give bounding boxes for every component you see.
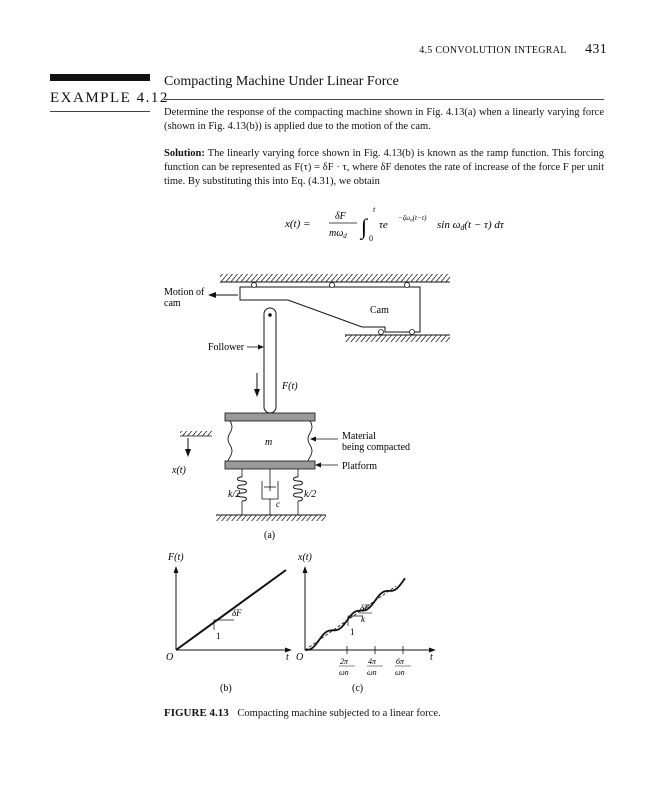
roller-icon (410, 330, 415, 335)
eq-exponent: $-\zeta\omega_n(t-\tau)$ (398, 214, 427, 224)
example-rule (50, 111, 150, 112)
bottom-guide-hatch (345, 335, 450, 342)
displacement-label: x(t) (172, 465, 186, 476)
svg-text:ωn: ωn (395, 668, 405, 677)
ylabel: x(t) (298, 552, 312, 563)
svg-text:ωn: ωn (339, 668, 349, 677)
origin-label: O (296, 652, 304, 663)
eq-int-upper: t (373, 205, 376, 214)
convolution-equation (285, 204, 535, 247)
caption-text: Compacting machine subjected to a linear force. (237, 708, 441, 719)
motion-label-2: cam (164, 298, 181, 309)
ramp-line (176, 570, 286, 650)
eq-frac-den: $m\omega_d$ (329, 228, 347, 240)
figure-a-sublabel: (a) (264, 530, 276, 541)
material-label-2: being compacted (342, 442, 411, 453)
cam-label: Cam (370, 305, 389, 316)
platform-plate (225, 461, 315, 469)
spring-right (294, 477, 303, 501)
xlabel: t (430, 652, 433, 663)
eq-integral-sign: ∫ (361, 214, 368, 239)
caption-label: FIGURE 4.13 (164, 707, 229, 719)
axis-arrow-icon (303, 566, 308, 573)
svg-text:2π: 2π (340, 657, 349, 666)
example-label: EXAMPLE 4.12 (50, 90, 169, 106)
platform-label: Platform (342, 461, 377, 472)
slope-num: δF (360, 603, 370, 613)
figure-c-sublabel: (c) (352, 683, 364, 694)
spring-left-label: k/2 (228, 489, 241, 500)
eq-lhs: x(t) = (285, 218, 311, 230)
title-rule (164, 99, 604, 100)
ylabel: F(t) (168, 552, 184, 563)
follower-rod (264, 308, 276, 413)
tick-label (339, 657, 355, 677)
example-bar (50, 74, 150, 81)
ref-hatch (180, 431, 212, 436)
running-header (419, 42, 607, 58)
mass-label: m (265, 437, 273, 448)
svg-text:ωn: ωn (367, 668, 377, 677)
solution-text: The linearly varying force shown in Fig. 4.13(b) is known as the ramp function. This forcing function can be represented as F(τ) = δF · τ, where δF denotes the rate of increase of the force F per unit time. By substituting this into Eq. (4.31), we obtain (164, 148, 604, 187)
damper-label: c (276, 499, 280, 509)
header-section: 4.5 CONVOLUTION INTEGRAL (419, 45, 567, 56)
roller-icon (330, 283, 335, 288)
axis-arrow-icon (174, 566, 179, 573)
motion-label-1: Motion of (164, 287, 205, 298)
tick-label (367, 657, 383, 677)
material-label-1: Material (342, 431, 376, 442)
roller-icon (379, 330, 384, 335)
figure-caption (164, 706, 464, 721)
svg-text:6π: 6π (396, 657, 405, 666)
figure-a-machine (150, 265, 460, 545)
eq-integrand: τe (379, 219, 388, 231)
xlabel: t (286, 652, 289, 663)
example-title: Compacting Machine Under Linear Force (164, 74, 399, 89)
ground-hatch (216, 515, 326, 521)
force-label: F(t) (282, 381, 298, 392)
arrow-down-icon (254, 389, 260, 397)
solution-label: Solution: (164, 148, 205, 159)
eq-frac-num: δF (335, 211, 346, 222)
slope-den: k (361, 614, 365, 624)
response-curve (305, 578, 405, 650)
arrow-left-icon (310, 437, 316, 442)
solution-paragraph (164, 147, 604, 189)
arrow-right-icon (258, 345, 264, 350)
unit-label: 1 (216, 631, 221, 641)
arrow-left-icon (315, 463, 321, 468)
roller-icon (252, 283, 257, 288)
tick-label (395, 657, 411, 677)
top-ground-hatch (220, 274, 450, 282)
slope-label: δF (232, 608, 242, 618)
top-plate (225, 413, 315, 421)
figure-b-sublabel: (b) (220, 683, 232, 694)
problem-statement: Determine the response of the compacting machine shown in Fig. 4.13(a) when a linearly varying force (shown in Fig. 4.13(b)) is applied due to the motion of the cam. (164, 107, 604, 132)
slope-triangle (214, 620, 234, 630)
svg-text:4π: 4π (368, 657, 377, 666)
equation-svg (285, 204, 535, 244)
eq-int-lower: 0 (369, 234, 373, 243)
roller-icon (405, 283, 410, 288)
page-number: 431 (585, 42, 607, 57)
spring-right-label: k/2 (304, 489, 317, 500)
unit-label: 1 (350, 627, 355, 637)
follower-label: Follower (208, 342, 245, 353)
eq-trig: sin ωd(t − τ) dτ (437, 219, 504, 232)
figure-b-chart (160, 548, 300, 698)
arrow-left-icon (208, 292, 216, 298)
arrow-down-icon (185, 449, 191, 457)
figure-c-chart (288, 548, 448, 698)
origin-label: O (166, 652, 174, 663)
